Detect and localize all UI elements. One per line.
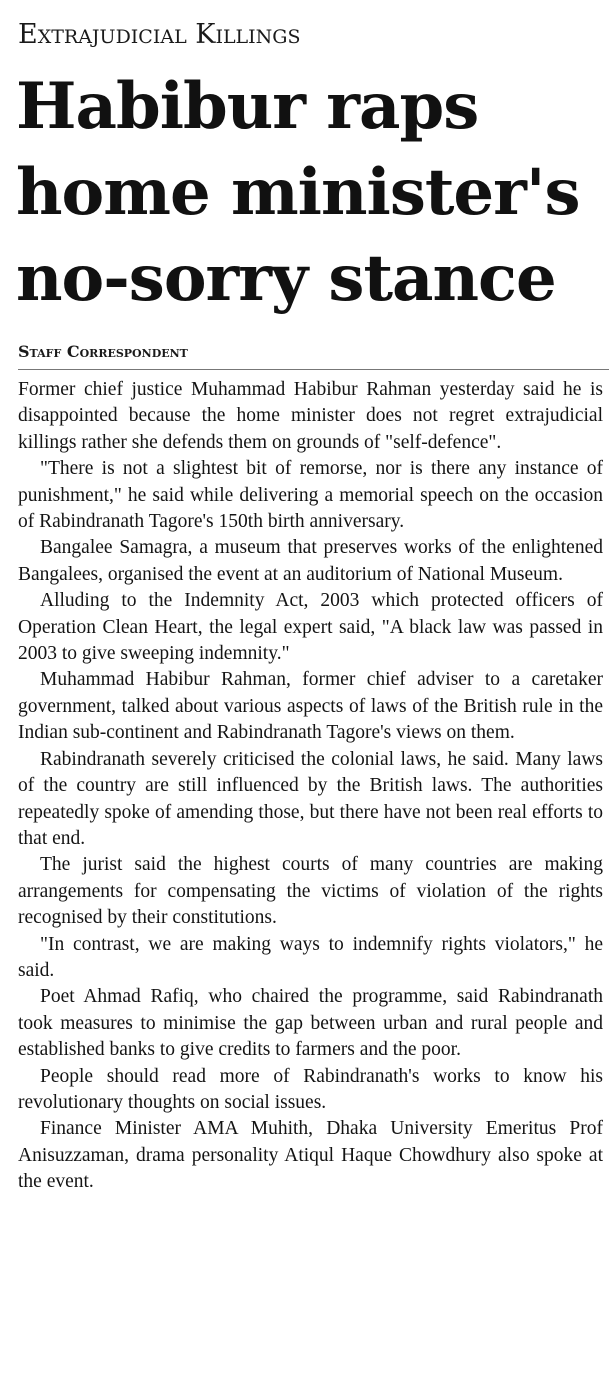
article-paragraph: The jurist said the highest courts of many countries are making arrangements for compensating the victims of violation of the rights recognised by their constitutions. <box>18 854 603 929</box>
headline <box>16 64 606 322</box>
section-kicker: Extrajudicial Killings <box>18 19 301 50</box>
article-paragraph: "In contrast, we are making ways to indemnify rights violators," he said. <box>18 933 603 981</box>
article-paragraph: Bangalee Samagra, a museum that preserves works of the enlightened Bangalees, organised the event at an auditorium of National Museum. <box>18 537 603 585</box>
article-paragraph: Finance Minister AMA Muhith, Dhaka University Emeritus Prof Anisuzzaman, drama personality Atiqul Haque Chowdhury also spoke at the event. <box>18 1118 603 1193</box>
article-paragraph: Poet Ahmad Rafiq, who chaired the programme, said Rabindranath took measures to minimise the gap between urban and rural people and established banks to give credits to farmers and the poor. <box>18 986 603 1061</box>
headline-line: Habibur raps <box>16 69 479 144</box>
headline-line: home minister's <box>16 155 580 230</box>
article-paragraph: Rabindranath severely criticised the colonial laws, he said. Many laws of the country are still influenced by the British laws. The authorities repeatedly spoke of amending those, but there have not been real efforts to that end. <box>18 748 603 849</box>
article-paragraph: Former chief justice Muhammad Habibur Rahman yesterday said he is disappointed because the home minister does not regret extrajudicial killings rather she defends them on grounds of "self-defence". <box>18 379 603 453</box>
article-paragraph: "There is not a slightest bit of remorse, nor is there any instance of punishment," he said while delivering a memorial speech on the occasion of Rabindranath Tagore's 150th birth anniversary. <box>18 458 603 533</box>
article-paragraph: Alluding to the Indemnity Act, 2003 which protected officers of Operation Clean Heart, the legal expert said, "A black law was passed in 2003 to give sweeping indemnity." <box>18 590 603 665</box>
article-paragraph: People should read more of Rabindranath's works to know his revolutionary thoughts on social issues. <box>18 1065 603 1113</box>
headline-line: no-sorry stance <box>16 241 556 316</box>
byline-divider <box>18 369 609 370</box>
byline: Staff Correspondent <box>18 342 188 361</box>
article-body <box>18 377 603 1196</box>
article-paragraph: Muhammad Habibur Rahman, former chief adviser to a caretaker government, talked about various aspects of laws of the British rule in the Indian sub-continent and Rabindranath Tagore's views on them. <box>18 669 603 744</box>
